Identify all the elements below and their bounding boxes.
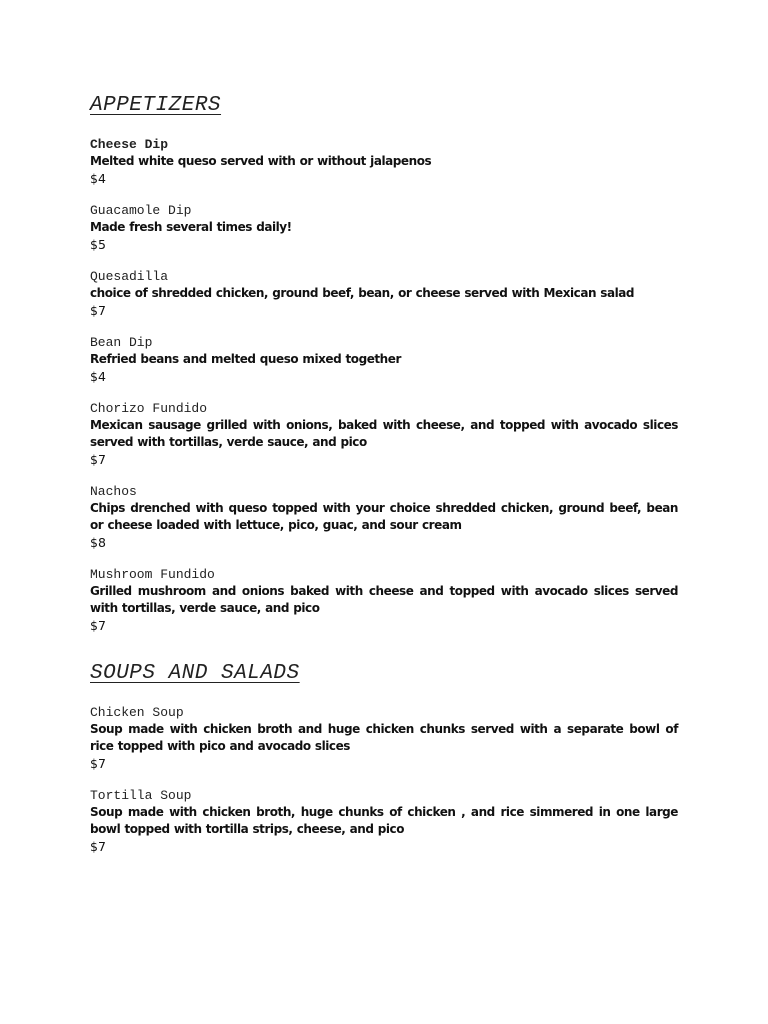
item-description: Refried beans and melted queso mixed together: [90, 352, 401, 366]
item-price: $7: [90, 756, 106, 771]
section-heading: APPETIZERS: [90, 94, 222, 117]
item-description: Grilled mushroom and onions baked with cheese and topped with avocado slices served with tortillas, verde sauce, and pico: [90, 584, 678, 615]
menu-item-nachos: [90, 483, 678, 551]
item-name: Nachos: [90, 484, 137, 499]
section-appetizers: [90, 92, 678, 634]
item-name: Mushroom Fundido: [90, 567, 215, 582]
item-description: Melted white queso served with or without jalapenos: [90, 154, 432, 168]
item-name: Cheese Dip: [90, 137, 169, 152]
item-description: choice of shredded chicken, ground beef, bean, or cheese served with Mexican salad: [90, 286, 635, 300]
item-description: Soup made with chicken broth and huge chicken chunks served with a separate bowl of rice topped with pico and avocado slices: [90, 722, 678, 753]
item-description: Soup made with chicken broth, huge chunks of chicken , and rice simmered in one large bowl topped with tortilla strips, cheese, and pico: [90, 805, 678, 836]
section-heading: SOUPS AND SALADS: [90, 662, 300, 685]
item-price: $7: [90, 452, 106, 467]
section-soups-and-salads: [90, 660, 678, 855]
item-price: $7: [90, 839, 106, 854]
menu-item-bean-dip: [90, 334, 678, 385]
item-price: $4: [90, 171, 106, 186]
item-name: Tortilla Soup: [90, 788, 192, 803]
item-price: $7: [90, 303, 106, 318]
item-name: Quesadilla: [90, 269, 169, 284]
item-name: Chicken Soup: [90, 705, 184, 720]
menu-item-mushroom-fundido: [90, 566, 678, 634]
menu-page: [90, 92, 678, 881]
item-name: Chorizo Fundido: [90, 401, 208, 416]
item-name: Guacamole Dip: [90, 203, 192, 218]
item-price: $7: [90, 618, 106, 633]
menu-item-chorizo-fundido: [90, 400, 678, 468]
item-price: $8: [90, 535, 106, 550]
item-price: $4: [90, 369, 106, 384]
item-description: Made fresh several times daily!: [90, 220, 292, 234]
menu-item-tortilla-soup: [90, 787, 678, 855]
menu-item-cheese-dip: [90, 136, 678, 187]
item-description: Chips drenched with queso topped with your choice shredded chicken, ground beef, bean or cheese loaded with lettuce, pico, guac, and sour cream: [90, 501, 678, 532]
item-price: $5: [90, 237, 106, 252]
menu-item-guacamole-dip: [90, 202, 678, 253]
item-name: Bean Dip: [90, 335, 153, 350]
item-description: Mexican sausage grilled with onions, baked with cheese, and topped with avocado slices served with tortillas, verde sauce, and pico: [90, 418, 678, 449]
menu-item-chicken-soup: [90, 704, 678, 772]
menu-item-quesadilla: [90, 268, 678, 319]
